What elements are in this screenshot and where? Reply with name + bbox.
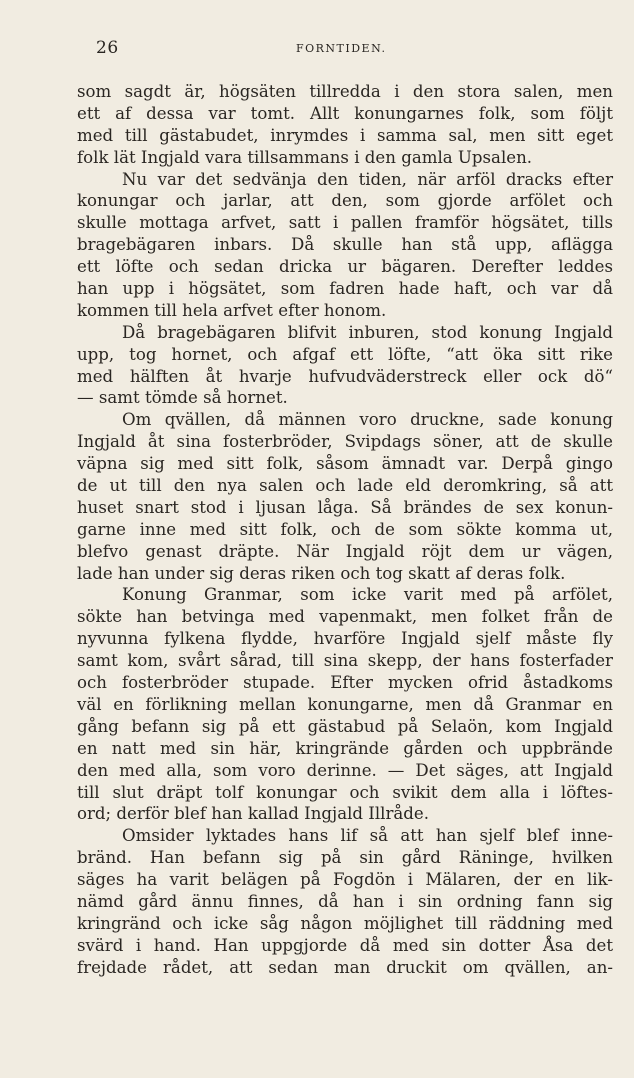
text-line: och fosterbröder stupade. Efter mycken ofrid åstadkoms bbox=[77, 673, 613, 693]
text-line: Omsider lyktades hans lif så att han sjelf blef inne- bbox=[122, 826, 613, 846]
text-line: med hälften åt hvarje hufvudväderstreck eller ock dö“ bbox=[77, 366, 613, 386]
text-line: väl en förlikning mellan konungarne, men då Granmar en bbox=[77, 694, 613, 714]
text-line: folk lät Ingjald vara tillsammans i den gamla Upsalen. bbox=[77, 147, 533, 167]
text-line: kommen till hela arfvet efter honom. bbox=[77, 300, 387, 320]
text-line: ett af dessa var tomt. Allt konungarnes folk, som följt bbox=[77, 103, 613, 123]
text-line: blefvo genast dräpte. När Ingjald röjt dem ur vägen, bbox=[77, 541, 613, 561]
text-line: som sagdt är, högsäten tillredda i den stora salen, men bbox=[77, 82, 613, 101]
text-line: till slut dräpt tolf konungar och svikit dem alla i löftes- bbox=[77, 782, 613, 802]
page-header bbox=[76, 38, 574, 62]
text-line: garne inne med sitt folk, och de som sökte komma ut, bbox=[77, 519, 613, 539]
text-line: Då bragebägaren blifvit inburen, stod konung Ingjald bbox=[122, 322, 613, 342]
text-line: huset snart stod i ljusan låga. Så brändes de sex konun- bbox=[77, 497, 613, 517]
running-title: FORNTIDEN. bbox=[296, 42, 387, 55]
text-line: med till gästabudet, inrymdes i samma sal, men sitt eget bbox=[77, 125, 613, 145]
text-line: säges ha varit belägen på Fogdön i Mälaren, der en lik- bbox=[77, 870, 613, 890]
text-line: ett löfte och sedan dricka ur bägaren. Derefter leddes bbox=[77, 257, 613, 277]
text-line: Konung Granmar, som icke varit med på arfölet, bbox=[122, 585, 613, 605]
text-line: den med alla, som voro derinne. — Det säges, att Ingjald bbox=[77, 760, 613, 780]
text-line: — samt tömde så hornet. bbox=[77, 388, 288, 408]
text-line: kringränd och icke såg någon möjlighet till räddning med bbox=[77, 913, 613, 933]
text-line: han upp i högsätet, som fadren hade haft, och var då bbox=[77, 279, 613, 299]
text-line: nämd gård ännu finnes, då han i sin ordning fann sig bbox=[77, 891, 613, 911]
text-line: skulle mottaga arfvet, satt i pallen framför högsätet, tills bbox=[77, 213, 613, 233]
text-line: en natt med sin här, kringrände gården och uppbrände bbox=[77, 738, 613, 758]
text-line: konungar och jarlar, att den, som gjorde arfölet och bbox=[77, 191, 613, 211]
text-line: nyvunna fylkena flydde, hvarföre Ingjald sjelf måste fly bbox=[77, 629, 613, 649]
text-line: samt kom, svårt sårad, till sina skepp, der hans fosterfader bbox=[77, 651, 613, 671]
text-line: Om qvällen, då männen voro druckne, sade konung bbox=[122, 410, 613, 430]
text-line: upp, tog hornet, och afgaf ett löfte, “att öka sitt rike bbox=[77, 344, 613, 364]
text-line: svärd i hand. Han uppgjorde då med sin dotter Åsa det bbox=[77, 935, 613, 955]
text-line: bränd. Han befann sig på sin gård Räninge, hvilken bbox=[77, 848, 613, 868]
text-line: väpna sig med sitt folk, såsom ämnadt var. Derpå gingo bbox=[77, 454, 613, 474]
text-line: ord; derför blef han kallad Ingjald Illråde. bbox=[77, 804, 430, 824]
page-number: 26 bbox=[96, 38, 119, 58]
text-line: lade han under sig deras riken och tog skatt af deras folk. bbox=[77, 563, 566, 583]
text-line: bragebägaren inbars. Då skulle han stå upp, aflägga bbox=[77, 235, 613, 255]
text-line: Nu var det sedvänja den tiden, när arföl dracks efter bbox=[122, 169, 613, 189]
body-text bbox=[77, 81, 613, 979]
text-line: de ut till den nya salen och lade eld deromkring, så att bbox=[77, 476, 613, 496]
text-line: frejdade rådet, att sedan man druckit om qvällen, an- bbox=[77, 957, 613, 977]
text-line: Ingjald åt sina fosterbröder, Svipdags söner, att de skulle bbox=[77, 432, 613, 452]
text-line: sökte han betvinga med vapenmakt, men folket från de bbox=[77, 607, 613, 627]
text-line: gång befann sig på ett gästabud på Selaön, kom Ingjald bbox=[77, 716, 613, 736]
